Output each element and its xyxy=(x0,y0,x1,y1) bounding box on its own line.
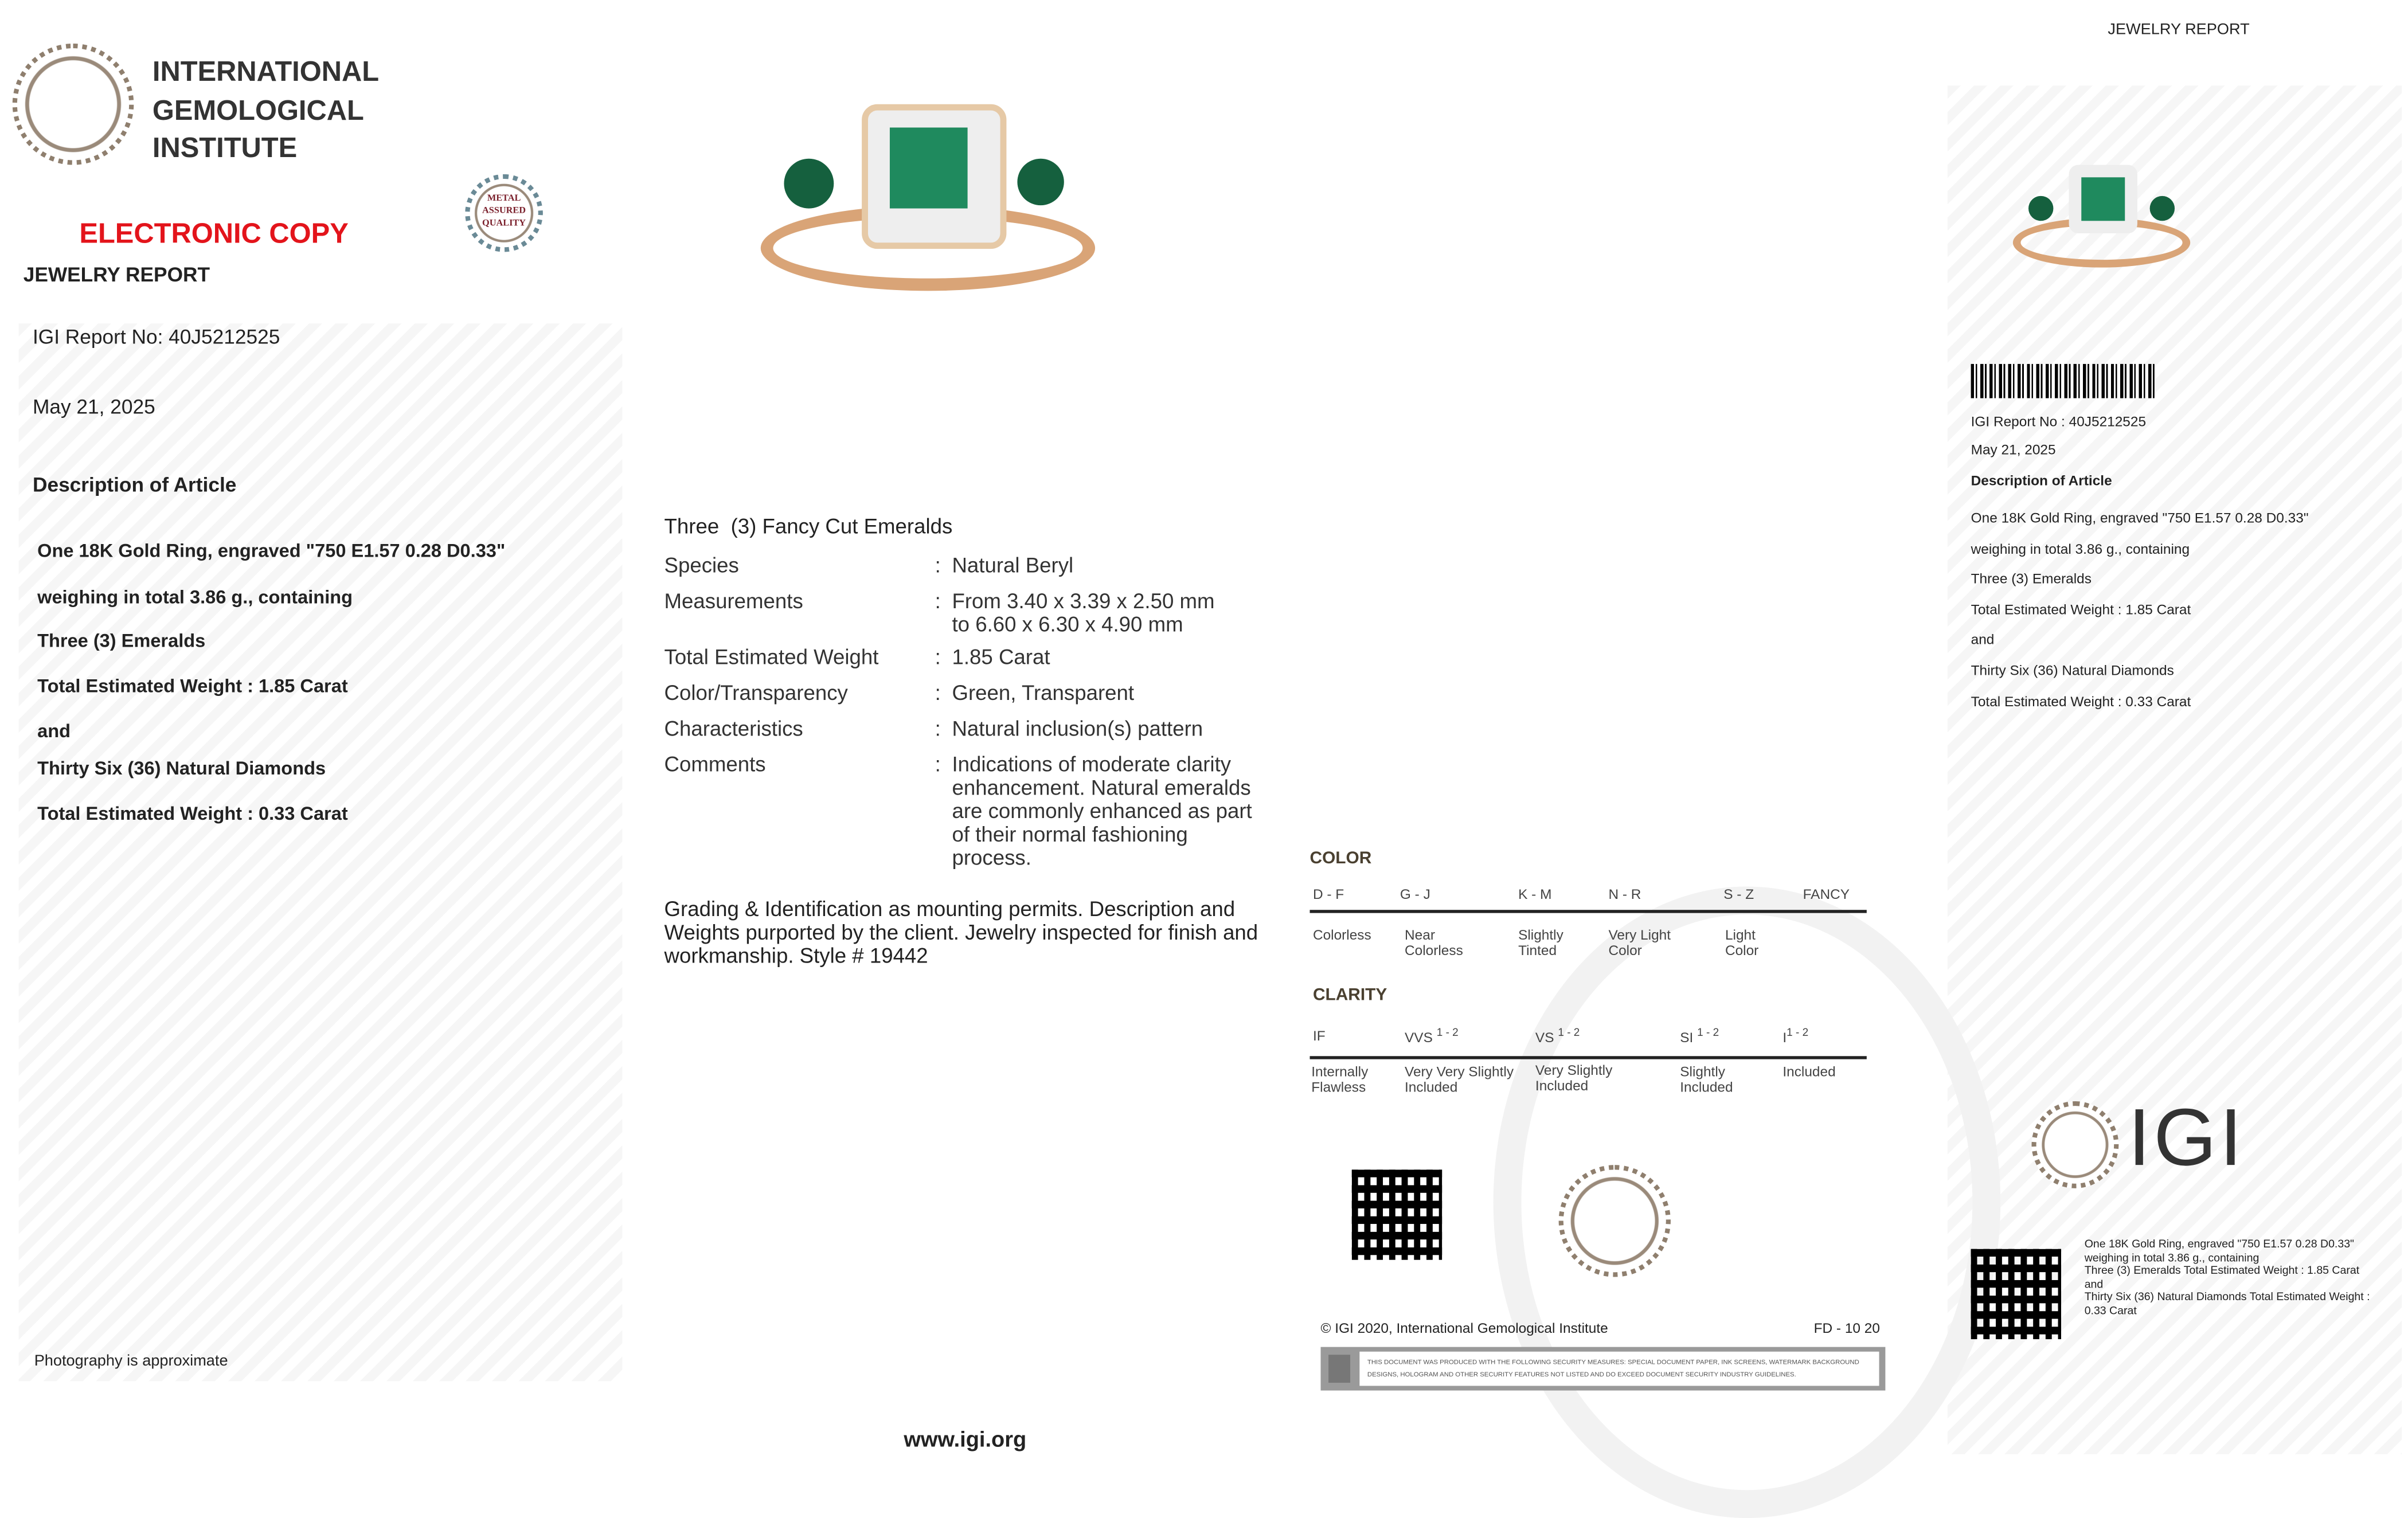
clarity-grade xyxy=(1405,1028,1459,1045)
description-line: One 18K Gold Ring, engraved "750 E1.57 0.28 D0.33" xyxy=(37,539,506,562)
color-scale-rule xyxy=(1310,910,1867,912)
description-line: Total Estimated Weight : 0.33 Carat xyxy=(37,803,348,824)
description-line: weighing in total 3.86 g., containing xyxy=(37,586,353,608)
stub-qr-line: and xyxy=(2084,1276,2104,1290)
stub-igi-logo: IGI xyxy=(2128,1093,2246,1184)
color-grade: K - M xyxy=(1518,886,1552,902)
colon: : xyxy=(935,553,941,577)
igi-seal-logo xyxy=(13,44,134,165)
stub-description-list xyxy=(1971,504,2309,717)
stub-description-title: Description of Article xyxy=(1971,472,2112,488)
stone-title: Three (3) Fancy Cut Emeralds xyxy=(664,515,953,538)
lock-document-icon xyxy=(1328,1355,1350,1383)
metal-badge-text: METAL ASSURED QUALITY xyxy=(482,194,526,229)
stub-qr-line: Three (3) Emeralds Total Estimated Weight : 1.85 Carat xyxy=(2084,1263,2360,1277)
clarity-grade-label: VS xyxy=(1535,1030,1554,1046)
detail-value: Natural Beryl xyxy=(952,553,1074,577)
clarity-grade xyxy=(1782,1028,1808,1045)
clarity-grade xyxy=(1680,1028,1719,1045)
stub-qr-line: 0.33 Carat xyxy=(2084,1302,2137,1317)
color-scale-title: COLOR xyxy=(1309,849,1372,868)
description-title: Description of Article xyxy=(32,472,237,496)
clarity-grade-range: 1 - 2 xyxy=(1697,1028,1719,1039)
clarity-scale-rule xyxy=(1310,1056,1867,1058)
institute-line: INTERNATIONAL xyxy=(152,56,380,87)
color-grade: D - F xyxy=(1312,886,1344,902)
copyright: © IGI 2020, International Gemological Institute xyxy=(1320,1320,1608,1336)
stub-description-line: One 18K Gold Ring, engraved "750 E1.57 0.28 D0.33" xyxy=(1971,510,2309,526)
detail-value: Natural inclusion(s) pattern xyxy=(952,717,1203,741)
description-line: Total Estimated Weight : 1.85 Carat xyxy=(37,675,348,697)
stub-description-line: weighing in total 3.86 g., containing xyxy=(1971,541,2190,557)
color-grade: FANCY xyxy=(1803,886,1850,902)
colon: : xyxy=(935,681,941,705)
color-grade: N - R xyxy=(1608,886,1641,902)
institute-line: GEMOLOGICAL xyxy=(152,94,364,126)
metal-assured-badge xyxy=(465,174,543,252)
stub-title: JEWELRY REPORT xyxy=(2108,21,2250,39)
clarity-desc: Internally Flawless xyxy=(1311,1063,1369,1096)
detail-label: Comments xyxy=(664,753,766,776)
clarity-grade-range: 1 - 2 xyxy=(1558,1028,1580,1039)
electronic-copy-label: ELECTRONIC COPY xyxy=(79,217,349,249)
stub-description-line: Thirty Six (36) Natural Diamonds xyxy=(1971,662,2174,678)
clarity-desc: Included xyxy=(1782,1063,1836,1079)
website-link[interactable]: www.igi.org xyxy=(904,1426,1027,1452)
stub-description-line: Total Estimated Weight : 0.33 Carat xyxy=(1971,693,2191,709)
color-desc: Near Colorless xyxy=(1405,927,1463,958)
stub-qr-code[interactable] xyxy=(1971,1249,2061,1339)
clarity-desc: Slightly Included xyxy=(1680,1063,1733,1096)
clarity-grade-range: 1 - 2 xyxy=(1787,1028,1809,1039)
colon: : xyxy=(935,717,941,741)
report-number: IGI Report No: 40J5212525 xyxy=(32,325,280,349)
color-desc: Light Color xyxy=(1725,927,1759,958)
detail-label: Measurements xyxy=(664,589,803,613)
clarity-grade-range: 1 - 2 xyxy=(1436,1028,1459,1039)
clarity-grade-label: I xyxy=(1782,1030,1787,1046)
igi-seal xyxy=(1559,1165,1671,1277)
detail-value: From 3.40 x 3.39 x 2.50 mm to 6.60 x 6.30 x 4.90 mm xyxy=(952,589,1215,636)
stub-description-line: Total Estimated Weight : 1.85 Carat xyxy=(1971,601,2191,617)
stub-date: May 21, 2025 xyxy=(1971,441,2056,457)
stub-qr-line: Thirty Six (36) Natural Diamonds Total Estimated Weight : xyxy=(2084,1289,2370,1304)
photography-note: Photography is approximate xyxy=(34,1353,228,1371)
detail-label: Total Estimated Weight xyxy=(664,645,879,669)
form-code: FD - 10 20 xyxy=(1813,1320,1880,1336)
qr-code[interactable] xyxy=(1352,1169,1442,1259)
barcode[interactable] xyxy=(1971,364,2155,398)
colon: : xyxy=(935,753,941,776)
clarity-grade xyxy=(1535,1028,1580,1045)
color-grade: G - J xyxy=(1400,886,1430,902)
color-grade: S - Z xyxy=(1723,886,1754,902)
detail-value: Green, Transparent xyxy=(952,681,1135,705)
color-desc: Slightly Tinted xyxy=(1518,927,1563,958)
institute-name xyxy=(153,53,379,167)
clarity-scale-title: CLARITY xyxy=(1312,986,1387,1005)
stub-ring-photo xyxy=(2010,159,2193,271)
stub-qr-text xyxy=(2085,1238,2370,1317)
stub-report-number: IGI Report No : 40J5212525 xyxy=(1971,413,2147,429)
description-line: Three (3) Emeralds xyxy=(37,629,206,652)
detail-label: Color/Transparency xyxy=(664,681,848,705)
security-text: THIS DOCUMENT WAS PRODUCED WITH THE FOLLOWING SECURITY MEASURES: SPECIAL DOCUMENT PAPER, INK SCREENS, WATERMARK BACKGROUND DESIGNS, HOLOGRAM AND OTHER SECURITY FEATURES NOT LISTED AND DO EXCEED DOCUMENT SECURITY INDUSTRY GUIDELINES. xyxy=(1367,1357,1859,1378)
color-desc: Very Light Color xyxy=(1608,927,1671,958)
report-type: JEWELRY REPORT xyxy=(23,263,210,287)
detail-value: Indications of moderate clarity enhancement. Natural emeralds are commonly enhanced as part of their normal fashioning process. xyxy=(952,753,1252,870)
report-date: May 21, 2025 xyxy=(32,395,155,418)
description-line: and xyxy=(37,720,71,742)
clarity-grade xyxy=(1313,1028,1326,1043)
stub-qr-line: One 18K Gold Ring, engraved "750 E1.57 0.28 D0.33" xyxy=(2084,1236,2355,1251)
color-desc: Colorless xyxy=(1312,927,1371,943)
colon: : xyxy=(935,645,941,669)
institute-line: INSTITUTE xyxy=(152,132,298,163)
stub-qr-line: weighing in total 3.86 g., containing xyxy=(2084,1250,2260,1264)
stub-description-line: Three (3) Emeralds xyxy=(1971,571,2092,587)
description-line: Thirty Six (36) Natural Diamonds xyxy=(37,757,326,780)
security-box xyxy=(1321,1347,1886,1391)
colon: : xyxy=(935,589,941,613)
clarity-grade-label: IF xyxy=(1312,1028,1326,1044)
ring-photo xyxy=(753,96,1103,302)
detail-label: Species xyxy=(664,553,739,577)
stub-description-line: and xyxy=(1971,632,1995,648)
clarity-desc: Very Slightly Included xyxy=(1535,1062,1613,1094)
grading-note: Grading & Identification as mounting permits. Description and Weights purported by the client. Jewelry inspected for finish and workmanship. Style # 19442 xyxy=(664,897,1258,968)
clarity-grade-label: VVS xyxy=(1405,1030,1433,1046)
detail-label: Characteristics xyxy=(664,717,803,741)
stub-igi-seal xyxy=(2031,1101,2118,1188)
clarity-grade-label: SI xyxy=(1680,1030,1694,1046)
detail-value: 1.85 Carat xyxy=(952,645,1050,669)
clarity-desc: Very Very Slightly Included xyxy=(1405,1063,1514,1096)
